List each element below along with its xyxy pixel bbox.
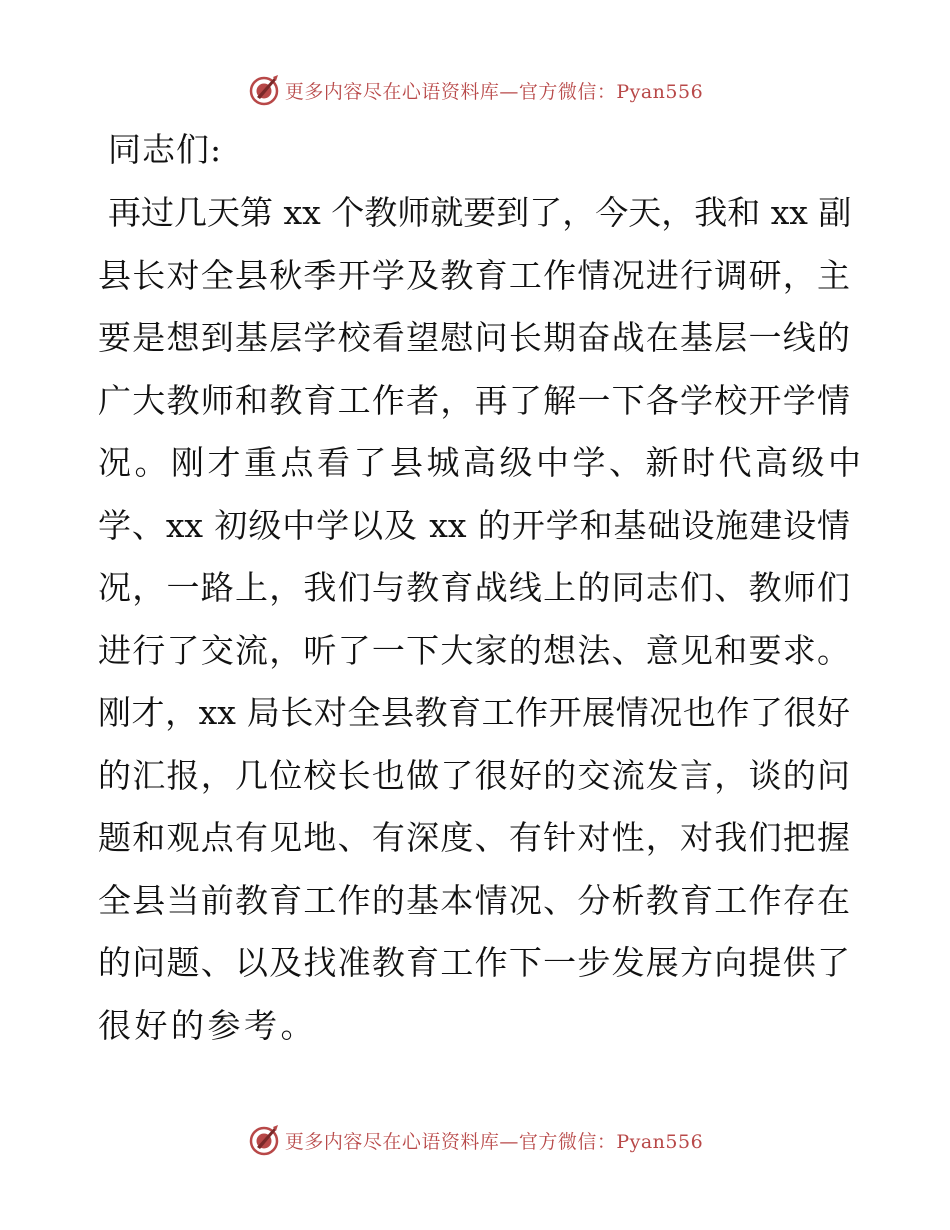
paragraph-line: 县长对全县秋季开学及教育工作情况进行调研，主	[98, 255, 850, 295]
quill-seal-icon	[247, 73, 281, 107]
paragraph-line: 很好的参考。	[98, 1005, 317, 1045]
quill-seal-icon	[247, 1123, 281, 1157]
paragraph-line: 况。刚才重点看了县城高级中学、新时代高级中	[98, 443, 865, 482]
document-body	[98, 126, 865, 1057]
paragraph-line: 再过几天第 xx 个教师就要到了，今天，我和 xx 副	[108, 193, 852, 232]
footer-banner	[0, 1120, 950, 1160]
paragraph-line: 要是想到基层学校看望慰问长期奋战在基层一线的	[98, 318, 850, 357]
paragraph-line: 况，一路上，我们与教育战线上的同志们、教师们	[98, 568, 850, 607]
paragraph-line: 全县当前教育工作的基本情况、分析教育工作存在	[98, 880, 850, 920]
paragraph-line: 进行了交流，听了一下大家的想法、意见和要求。	[98, 630, 850, 670]
paragraph-line: 学、xx 初级中学以及 xx 的开学和基础设施建设情	[98, 505, 850, 545]
header-banner-text: 更多内容尽在心语资料库—官方微信：Pyan556	[284, 80, 704, 103]
paragraph-line: 刚才，xx 局长对全县教育工作开展情况也作了很好	[98, 693, 850, 732]
paragraph-line: 的问题、以及找准教育工作下一步发展方向提供了	[98, 943, 850, 982]
paragraph-line: 广大教师和教育工作者，再了解一下各学校开学情	[98, 380, 850, 420]
header-banner	[0, 70, 950, 110]
paragraph-line: 的汇报，几位校长也做了很好的交流发言，谈的问	[98, 755, 850, 795]
paragraph-line: 题和观点有见地、有深度、有针对性，对我们把握	[98, 818, 850, 857]
footer-banner-text: 更多内容尽在心语资料库—官方微信：Pyan556	[284, 1130, 704, 1153]
salutation: 同志们:	[108, 130, 223, 169]
body-paragraph	[98, 182, 865, 1057]
